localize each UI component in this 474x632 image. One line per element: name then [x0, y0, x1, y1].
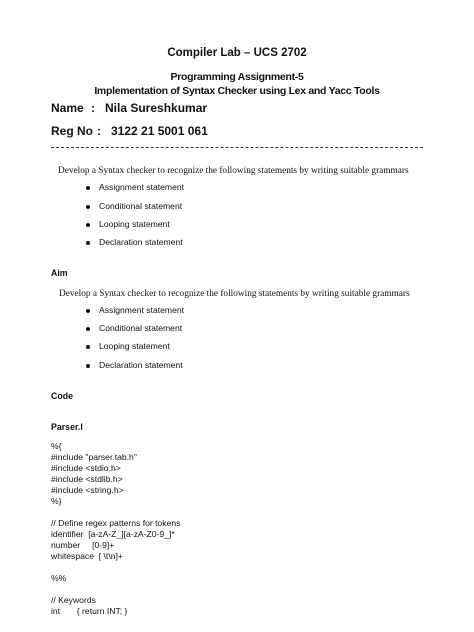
intro-text: Develop a Syntax checker to recognize the following statements by writing suitable grammars — [58, 166, 409, 176]
bullet-icon — [86, 309, 90, 313]
assignment-subtitle: Implementation of Syntax Checker using Lex and Yacc Tools — [94, 85, 380, 97]
student-name-row — [51, 101, 207, 115]
reg-no-separator: : — [97, 124, 101, 138]
code-line: %{ — [51, 441, 62, 451]
intro-bullet-4: Declaration statement — [99, 237, 183, 247]
code-heading: Code — [51, 391, 73, 401]
name-label: Name — [51, 101, 84, 115]
intro-bullet-2: Conditional statement — [99, 201, 183, 211]
student-name: Nila Sureshkumar — [105, 101, 208, 115]
reg-no-value: 3122 21 5001 061 — [111, 124, 208, 138]
name-separator: : — [91, 101, 95, 115]
intro-bullet-3: Looping statement — [99, 219, 170, 229]
code-comment: // Define regex patterns for tokens — [51, 518, 181, 528]
code-line: #include <string.h> — [51, 485, 124, 495]
intro-bullet-1: Assignment statement — [99, 182, 185, 192]
code-line: %} — [51, 496, 62, 506]
bullet-icon — [86, 205, 90, 209]
dashed-divider — [51, 147, 423, 148]
file-heading: Parser.l — [51, 422, 83, 432]
code-line: %% — [51, 573, 67, 583]
bullet-icon — [86, 223, 90, 227]
reg-no-label: Reg No — [51, 124, 93, 138]
code-line: whitespace [ \t\n]+ — [51, 551, 123, 561]
aim-bullet-2: Conditional statement — [99, 323, 183, 333]
aim-heading: Aim — [51, 268, 68, 278]
aim-text: Develop a Syntax checker to recognize the following statements by writing suitable grammars — [59, 289, 410, 299]
reg-no-row — [51, 124, 208, 138]
bullet-icon — [86, 345, 90, 349]
code-line: #include <stdlib.h> — [51, 474, 123, 484]
bullet-icon — [86, 241, 90, 245]
code-line: number [0-9]+ — [51, 540, 115, 550]
bullet-icon — [86, 186, 90, 190]
code-comment: // Keywords — [51, 595, 96, 605]
code-line: identifier [a-zA-Z_][a-zA-Z0-9_]* — [51, 529, 175, 539]
assignment-title: Programming Assignment-5 — [170, 71, 304, 83]
course-title: Compiler Lab – UCS 2702 — [167, 47, 307, 59]
aim-bullet-3: Looping statement — [99, 341, 170, 351]
code-line: #include "parser.tab.h" — [51, 452, 137, 462]
aim-bullet-4: Declaration statement — [99, 360, 183, 370]
bullet-icon — [86, 327, 90, 331]
code-line: #include <stdio.h> — [51, 463, 121, 473]
code-line: int { return INT; } — [51, 606, 128, 616]
bullet-icon — [86, 364, 90, 368]
aim-bullet-1: Assignment statement — [99, 305, 185, 315]
